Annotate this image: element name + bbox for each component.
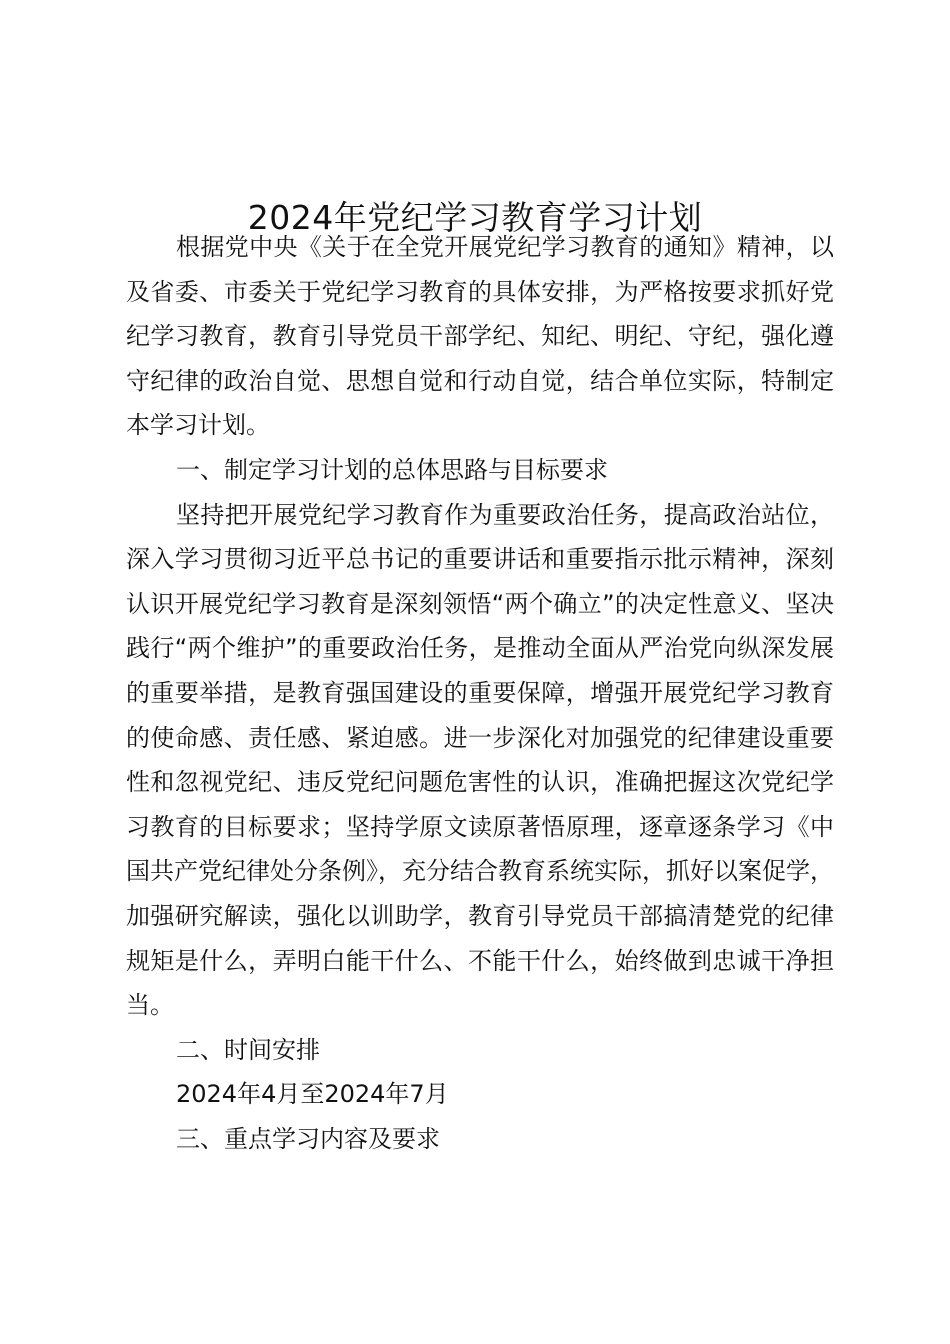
section-heading-1: 一、制定学习计划的总体思路与目标要求 (176, 455, 608, 484)
intro-paragraph: 根据党中央《关于在全党开展党纪学习教育的通知》精神，以及省委、市委关于党纪学习教育的具体安排，为严格按要求抓好党纪学习教育，教育引导党员干部学纪、知纪、明纪、守纪，强化遵守纪律的政治自觉、思想自觉和行动自觉，结合单位实际，特制定本学习计划。 (126, 233, 834, 440)
time-range-paragraph: 2024年4月至2024年7月 (176, 1080, 449, 1109)
section-heading-2: 二、时间安排 (176, 1035, 320, 1064)
section-heading-3: 三、重点学习内容及要求 (176, 1124, 440, 1153)
page-title: 2024年党纪学习教育学习计划 (247, 198, 703, 238)
document-body (126, 225, 834, 1161)
section-1-paragraph: 坚持把开展党纪学习教育作为重要政治任务，提高政治站位，深入学习贯彻习近平总书记的重要讲话和重要指示批示精神，深刻认识开展党纪学习教育是深刻领悟“两个确立”的决定性意义、坚决践行“两个维护”的重要政治任务，是推动全面从严治党向纵深发展的重要举措，是教育强国建设的重要保障，增强开展党纪学习教育的使命感、责任感、紧迫感。进一步深化对加强党的纪律建设重要性和忽视党纪、违反党纪问题危害性的认识，准确把握这次党纪学习教育的目标要求；坚持学原文读原著悟原理，逐章逐条学习《中国共产党纪律处分条例》，充分结合教育系统实际，抓好以案促学，加强研究解读，强化以训助学，教育引导党员干部搞清楚党的纪律规矩是什么，弄明白能干什么、不能干什么，始终做到忠诚干净担当。 (126, 500, 834, 1020)
